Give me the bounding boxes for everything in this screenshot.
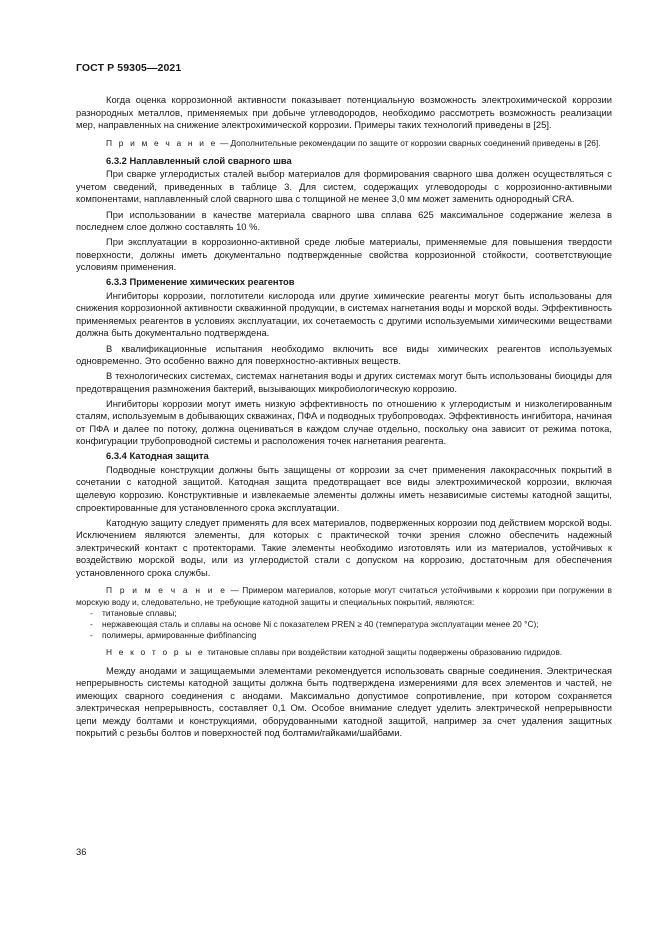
paragraph: Катодную защиту следует применять для всех материалов, подверженных коррозии под действием морской воды. Исключением являются элементы, для которых с практической точки зрения сложно обеспечить надежный электрический контакт с протекторами. Такие элементы необходимо изготовлять или из материалов, устойчивых к воздействию морской воды, или из углеродистой стали с допуском на коррозию, достаточным для обеспечения установленного срока службы.	[76, 516, 612, 578]
list-dash: -	[90, 618, 93, 629]
paragraph: Ингибиторы коррозии, поглотители кислорода или другие химические реагенты могут быть использованы для снижения коррозионной активности скважинной продукции, в системах нагнетания воды и морской воды. Эффективность применяемых реагентов в условиях эксплуатации, их сочетаемость с другими используемыми химическими веществами должна быть документально подтверждена.	[76, 289, 612, 339]
titanium-note	[76, 647, 612, 658]
cathodic-note	[76, 585, 612, 607]
note-list	[76, 608, 612, 642]
list-dash: -	[90, 607, 93, 618]
section-heading-6-3-2: 6.3.2 Наплавленный слой сварного шва	[106, 154, 292, 166]
page-number: 36	[76, 846, 87, 857]
list-item: - нержавеющая сталь и сплавы на основе Ni с показателем PREN ≥ 40 (температура эксплуатации менее 20 °C);	[90, 618, 539, 629]
note-label: П р и м е ч а н и е	[106, 585, 228, 596]
list-item: - титановые сплавы;	[90, 607, 177, 618]
section-heading-6-3-4: 6.3.4 Катодная защита	[106, 450, 209, 462]
paragraph: Ингибиторы коррозии могут иметь низкую эффективность по отношению к углеродистым и низколегированным сталям, используемым в добывающих скважинах, ПФА и подводных трубопроводах. Эффективность ингибитора, начиная от ПФА и далее по потоку, должна оцениваться в каждом случае отдельно, поскольку она зависит от режима потока, конфигурации трубопроводной системы и расположения точек нагнетания реагента.	[76, 397, 612, 447]
paragraph: При сварке углеродистых сталей выбор материалов для формирования сварного шва должен осуществляться с учетом сведений, приведенных в таблице 3. Для систем, содержащих углеводороды с коррозионно-активными компонентами, наплавленный слой сварного шва с толщиной не менее 3,0 мм может заменить однородный CRA.	[76, 168, 612, 205]
list-dash: -	[90, 630, 93, 641]
paragraph: Между анодами и защищаемыми элементами рекомендуется использовать сварные соединения. Электрическая непрерывность системы катодной защиты должна быть подтверждена измерениями для всех элементов и частей, не имеющих сварного соединения с анодами. Максимально допустимое сопротивление, при котором сохраняется электрическая непрерывность, составляет 0,1 Ом. Особое внимание следует уделить электрической непрерывности цепи между болтами и конструкциями, оборудованными катодной защитой, например за счет удаления защитных покрытий с резьбы болтов и поверхностей под болтами/гайками/шайбами.	[76, 664, 612, 739]
paragraph: При эксплуатации в коррозионно-активной среде любые материалы, применяемые для повышения твердости поверхности, должны иметь документально подтвержденные свойства коррозионной стойкости, соответствующие условиям применения.	[76, 236, 612, 273]
paragraph: При использовании в качестве материала сварного шва сплава 625 максимальное содержание железа в последнем слое должно составлять 10 %.	[76, 208, 612, 233]
note-text: — Дополнительные рекомендации по защите от коррозии сварных соединений приведены в [26].	[217, 137, 601, 148]
list-item: - полимеры, армированные фибfinancing	[90, 630, 257, 641]
note-text: — Примером материалов, которые могут считаться устойчивыми к коррозии при погружении в морскую воду и, следовательно, не требующие катодной защиты и специальных покрытий, являются:	[76, 585, 612, 607]
paragraph: Подводные конструкции должны быть защищены от коррозии за счет применения лакокрасочных покрытий в сочетании с катодной защитой. Катодная защита предотвращает все виды электрохимической коррозии, включая щелевую коррозию. Конструктивные и извлекаемые элементы должны иметь независимые системы катодной защиты, спроектированные для установленного срока эксплуатации.	[76, 463, 612, 513]
note-label: Н е к о т о р ы е	[106, 647, 205, 658]
paragraph: В квалификационные испытания необходимо включить все виды химических реагентов используемых одновременно. Это особенно важно для поверхностно-активных веществ.	[76, 342, 612, 367]
document-header: ГОСТ Р 59305—2021	[76, 62, 182, 74]
intro-note	[76, 138, 612, 149]
intro-paragraph: Когда оценка коррозионной активности показывает потенциальную возможность электрохимической коррозии разнородных металлов, применяемых при добыче углеводородов, необходимо рассмотреть возможность реализации мер, направленных на снижение электрохимической коррозии. Примеры таких технологий приведены в [25].	[76, 94, 612, 131]
note-label: П р и м е ч а н и е	[106, 137, 218, 148]
note-text: титановые сплавы при воздействии катодной защиты подвержены образованию гидридов.	[204, 647, 563, 658]
paragraph: В технологических системах, системах нагнетания воды и других системах могут быть использованы биоциды для предотвращения размножения бактерий, вызывающих микробиологическую коррозию.	[76, 370, 612, 394]
page-content	[76, 94, 612, 742]
section-heading-6-3-3: 6.3.3 Применение химических реагентов	[106, 276, 295, 288]
